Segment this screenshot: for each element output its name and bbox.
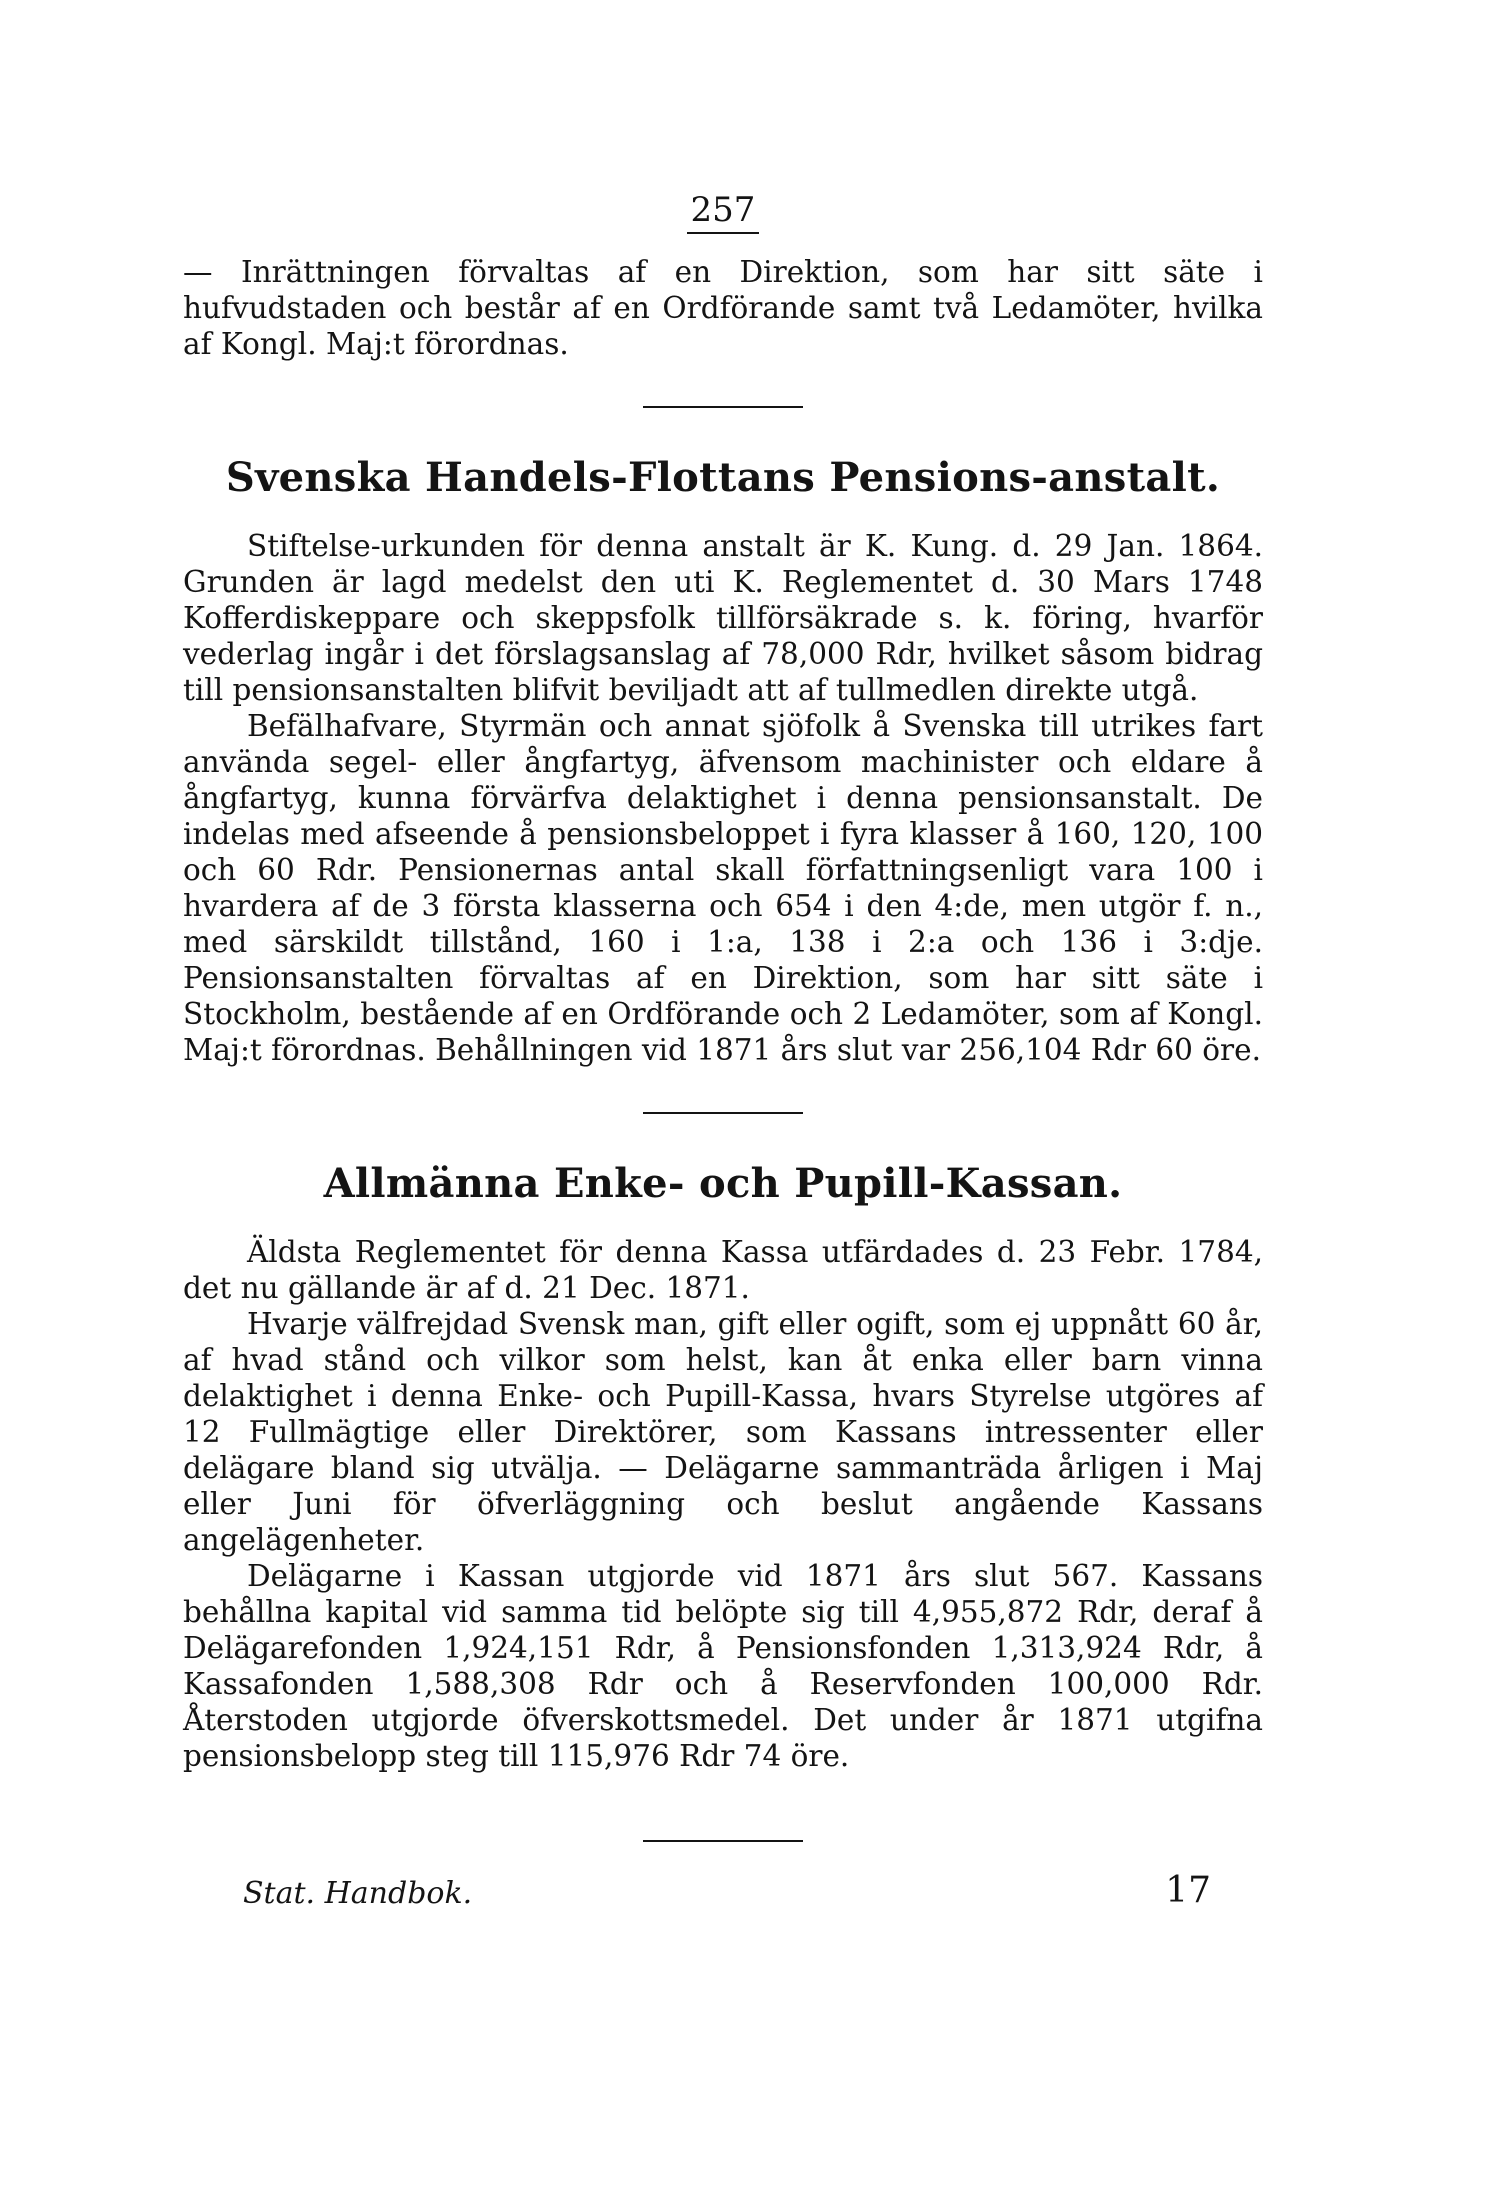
footer-divider: [643, 1840, 803, 1842]
section-title-enke-pupill-kassan: Allmänna Enke- och Pupill-Kassan.: [323, 1160, 1123, 1207]
page-number-text: 257: [687, 190, 760, 234]
footer-book-title: Stat. Handbok.: [243, 1876, 473, 1911]
book-page: [183, 190, 1263, 1918]
enke-kassan-paragraph-1: Äldsta Reglementet för denna Kassa utfärdades d. 23 Febr. 1784, det nu gällande är af d. 21 Dec. 1871.: [183, 1235, 1263, 1305]
pensions-anstalt-paragraph-2: Befälhafvare, Styrmän och annat sjöfolk å Svenska till utrikes fart använda segel- eller ångfartyg, äfvensom machinister och eldare å ångfartyg, kunna förvärfva delaktighet i denna pensionsanstalt. De indelas med afseende å pensionsbeloppet i fyra klasser å 160, 120, 100 och 60 Rdr. Pensionernas antal skall författningsenligt vara 100 i hvardera af de 3 första klasserna och 654 i den 4:de, men utgör f. n., med särskildt tillstånd, 160 i 1:a, 138 i 2:a och 136 i 3:dje. Pensionsanstalten förvaltas af en Direktion, som har sitt säte i Stockholm, bestående af en Ordförande och 2 Ledamöter, som af Kongl. Maj:t förordnas. Behållningen vid 1871 års slut var 256,104 Rdr 60 öre.: [183, 709, 1263, 1067]
intro-paragraph: — Inrättningen förvaltas af en Direktion, som har sitt säte i hufvudstaden och består af en Ordförande samt två Ledamöter, hvilka af Kongl. Maj:t förordnas.: [183, 255, 1263, 361]
enke-kassan-paragraph-3: Delägarne i Kassan utgjorde vid 1871 års slut 567. Kassans behållna kapital vid samma tid belöpte sig till 4,955,872 Rdr, deraf å Delägarefonden 1,924,151 Rdr, å Pensionsfonden 1,313,924 Rdr, å Kassafonden 1,588,308 Rdr och å Reservfonden 100,000 Rdr. Återstoden utgjorde öfverskottsmedel. Det under år 1871 utgifna pensionsbelopp steg till 115,976 Rdr 74 öre.: [183, 1559, 1263, 1773]
section-divider: [643, 406, 803, 408]
pensions-anstalt-paragraph-1: Stiftelse-urkunden för denna anstalt är K. Kung. d. 29 Jan. 1864. Grunden är lagd medelst den uti K. Reglementet d. 30 Mars 1748 Kofferdiskeppare och skeppsfolk tillförsäkrade s. k. föring, hvarför vederlag ingår i det förslagsanslag af 78,000 Rdr, hvilket såsom bidrag till pensionsanstalten blifvit beviljadt att af tullmedlen direkte utgå.: [183, 529, 1263, 707]
section-title-pensions-anstalt: Svenska Handels-Flottans Pensions-anstalt.: [225, 454, 1221, 501]
footer-signature-number: 17: [1165, 1870, 1211, 1911]
section-divider: [643, 1112, 803, 1114]
page-footer: [183, 1870, 1263, 1918]
page-number: [183, 190, 1263, 230]
enke-kassan-paragraph-2: Hvarje välfrejdad Svensk man, gift eller ogift, som ej uppnått 60 år, af hvad stånd och vilkor som helst, kan åt enka eller barn vinna delaktighet i denna Enke- och Pupill-Kassa, hvars Styrelse utgöres af 12 Fullmägtige eller Direktörer, som Kassans intressenter eller delägare bland sig utvälja. — Delägarne sammanträda årligen i Maj eller Juni för öfverläggning och beslut angående Kassans angelägenheter.: [183, 1307, 1263, 1557]
